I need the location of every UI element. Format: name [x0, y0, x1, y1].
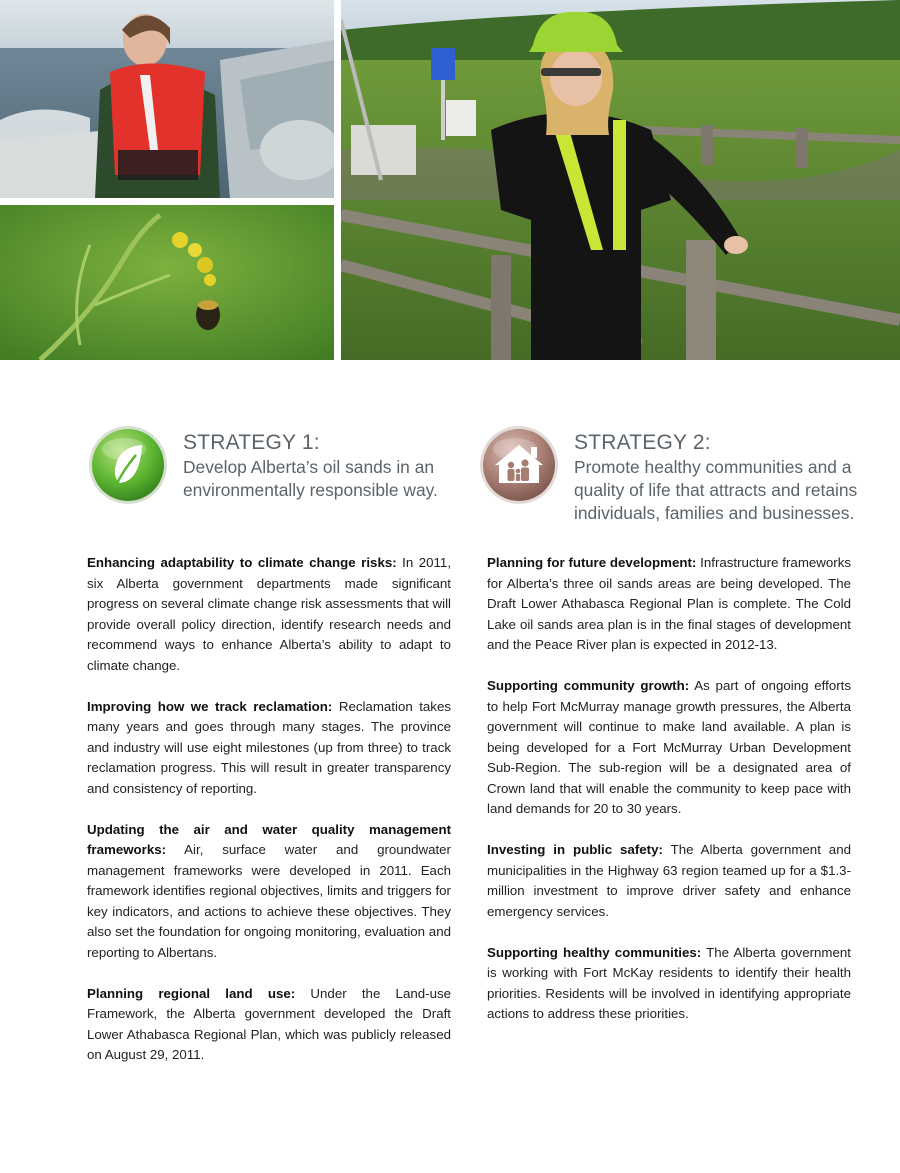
paragraph-text: Air, surface water and groundwater management frameworks were developed in 2011. Each framework identifies regional objectives, limits and triggers for key indicators, and actions to achieve these objectives. They also set the foundation for ongoing monitoring, evaluation and reporting to Albertans.	[87, 842, 451, 960]
paragraph-title: Enhancing adaptability to climate change risks:	[87, 555, 397, 570]
paragraph-title: Supporting community growth:	[487, 678, 690, 693]
paragraph-title: Investing in public safety:	[487, 842, 663, 857]
paragraph	[87, 984, 451, 1066]
paragraph-text: Infrastructure frameworks for Alberta’s three oil sands areas are being developed. The Draft Lower Athabasca Regional Plan is complete. The Cold Lake oil sands area plan is in the final stages of development and the Peace River plan is expected in 2012-13.	[487, 555, 852, 652]
photo-woman-hardhat	[341, 0, 900, 360]
strategy2-heading: STRATEGY 2:	[574, 431, 711, 454]
paragraph	[487, 676, 851, 820]
strategy2-badge	[479, 425, 559, 505]
paragraph	[487, 840, 851, 922]
paragraph-text: The Alberta government and municipalities in the Highway 63 region teamed up for a $1.3-million investment to improve driver safety and enhance emergency services.	[487, 842, 851, 919]
photo-woman-boat	[0, 0, 334, 198]
paragraph-title: Improving how we track reclamation:	[87, 698, 333, 714]
strategy1-badge	[88, 425, 168, 505]
strategy1-heading: STRATEGY 1:	[183, 431, 320, 454]
paragraph-title: Planning regional land use:	[87, 985, 296, 1001]
strategy2-column	[487, 553, 851, 1045]
house-family-icon	[479, 425, 559, 505]
paragraph-text: In 2011, six Alberta government departments made significant progress on several climate change risk assessments that will provide overall policy direction, identify research needs and recommend ways to enhance Alberta’s ability to adapt to climate change.	[87, 555, 452, 673]
strategy1-subheading: Develop Alberta’s oil sands in an environmentally responsible way.	[183, 457, 438, 500]
paragraph-text: Reclamation takes many years and goes through many stages. The province and industry will use eight milestones (up from three) to track reclamation progress. This will result in greater transparency and consistency of reporting.	[87, 698, 451, 796]
paragraph	[87, 553, 451, 676]
paragraph-text: As part of ongoing efforts to help Fort McMurray manage growth pressures, the Alberta government will continue to make land available. A plan is being developed for a Fort McMurray Urban Development Sub-Region. The sub-region will be a designated area of Crown land that will enable the community to keep pace with land demands for 20 to 30 years.	[487, 678, 851, 816]
paragraph-title: Planning for future development:	[487, 555, 697, 570]
paragraph-title: Supporting healthy communities:	[487, 944, 702, 960]
paragraph	[487, 553, 851, 656]
paragraph	[487, 943, 851, 1025]
strategy2-subheading: Promote healthy communities and a quality of life that attracts and retains individuals, families and businesses.	[574, 457, 858, 523]
paragraph-text: Under the Land-use Framework, the Alberta government developed the Draft Lower Athabasca Regional Plan, which was publicly released on August 29, 2011.	[87, 985, 452, 1062]
paragraph	[87, 697, 451, 800]
paragraph-text: The Alberta government is working with Fort McKay residents to identify their health priorities. Residents will be involved in identifying appropriate actions to address these priorities.	[487, 944, 851, 1021]
strategy1-column	[87, 553, 451, 1086]
leaf-icon	[88, 425, 168, 505]
paragraph	[87, 820, 451, 964]
paragraph-title: Updating the air and water quality management frameworks:	[87, 821, 451, 857]
photo-flower-bee	[0, 205, 334, 360]
